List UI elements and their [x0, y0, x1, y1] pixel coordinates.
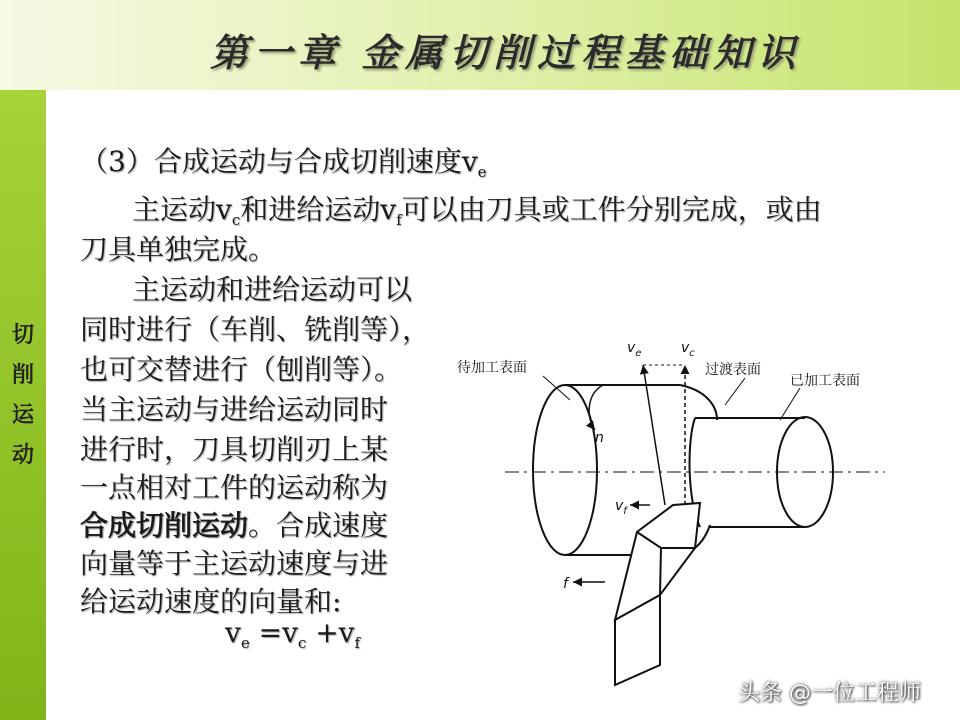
sidebar-char: 切: [11, 322, 34, 348]
chapter-title: 第一章 金属切削过程基础知识: [210, 30, 802, 75]
p2-text: 。合成速度: [248, 509, 389, 542]
formula-v: v: [225, 616, 241, 649]
p1-text-b: 和进给运动v: [240, 193, 397, 226]
sidebar-label: [8, 315, 38, 475]
rotation-arrow: [589, 385, 603, 430]
turning-diagram: [455, 330, 895, 690]
label-processed-surface: 已加工表面: [790, 373, 860, 389]
p1-subscript-f: f: [396, 211, 402, 229]
watermark: 头条 @一位工程师: [738, 681, 921, 706]
paragraph-2-line: 一点相对工件的运动称为: [80, 471, 389, 504]
heading-subscript: e: [477, 163, 487, 181]
label-ve: $v_e$: [627, 340, 642, 359]
sidebar-char: 削: [11, 362, 34, 388]
p1-text-c: 可以由刀具或工件分别完成，或由: [401, 193, 822, 226]
section-heading: [80, 140, 487, 181]
paragraph-2-line: 当主运动与进给运动同时: [80, 393, 389, 426]
label-vc: $v_c$: [681, 340, 695, 359]
paragraph-2-line: 也可交替进行（刨削等）。: [80, 353, 403, 386]
paragraph-2-line: 向量等于主运动速度与进: [80, 547, 389, 580]
workpiece-left-end: [533, 385, 597, 555]
slide-header: [0, 0, 960, 90]
p1-text-a: 主运动v: [132, 193, 232, 226]
sidebar: [0, 90, 46, 720]
paragraph-1-line-1: [132, 188, 822, 229]
p1-subscript-c: c: [231, 211, 241, 229]
sidebar-char: 运: [11, 402, 34, 428]
sidebar-char: 动: [11, 442, 34, 468]
paragraph-2-line: 进行时，刀具切削刃上某: [80, 433, 389, 466]
paragraph-2-line: 主运动和进给运动可以: [132, 273, 413, 306]
formula-plus: +v: [306, 616, 355, 649]
label-vf: $v_f$: [615, 498, 627, 517]
heading-text: （3）合成运动与合成切削速度v: [80, 145, 478, 178]
formula-sub-c: c: [297, 634, 307, 652]
paragraph-1-line-2: 刀具单独完成。: [80, 233, 277, 266]
paragraph-2-line: 给运动速度的向量和:: [80, 585, 342, 618]
label-unprocessed-surface: 待加工表面: [457, 360, 527, 376]
bold-term: 合成切削运动: [80, 509, 249, 542]
label-n: n: [595, 430, 604, 446]
label-f: f: [563, 576, 568, 592]
label-transition-surface: 过渡表面: [705, 362, 761, 378]
velocity-formula: [225, 616, 360, 652]
paragraph-2-line: 同时进行（车削、铣削等），: [80, 313, 431, 346]
paragraph-2-line: [80, 504, 388, 544]
formula-sub-f: f: [354, 634, 361, 652]
formula-eq: =v: [249, 616, 298, 649]
formula-sub-e: e: [240, 634, 250, 652]
